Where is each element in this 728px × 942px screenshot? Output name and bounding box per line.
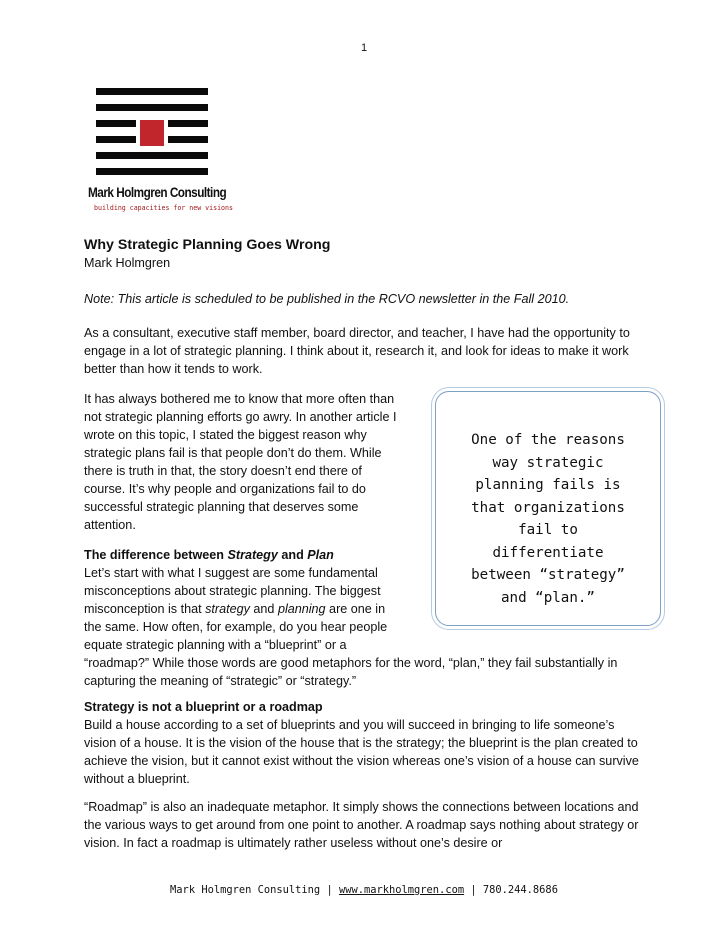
section-strategy-vs-plan-continued: “roadmap?” While those words are good metaphors for the word, “plan,” they fail substantially in capturing the meaning of “strategic” or “strategy.”	[84, 656, 618, 688]
text-line: misconception is that strategy and planning are one in	[84, 602, 386, 616]
logo-bar	[96, 104, 208, 111]
intro-paragraph: As a consultant, executive staff member, board director, and teacher, I have had the opportunity to engage in a lot of strategic planning. I think about it, research it, and look for ideas to make it work better than how it tends to work.	[84, 326, 630, 376]
text-line: Let’s start with what I suggest are some fundamental	[84, 566, 378, 580]
footer-separator: |	[464, 884, 483, 896]
logo-company-name: Mark Holmgren Consulting	[88, 184, 227, 200]
quote-line: that organizations	[471, 499, 625, 516]
quote-line: and “plan.”	[501, 589, 595, 606]
text-line: It has always bothered me to know that more often than	[84, 392, 395, 406]
logo-bar	[96, 120, 136, 127]
logo-bar	[168, 120, 208, 127]
logo-bar	[168, 136, 208, 143]
paragraph-strategic-planning-awry	[84, 390, 429, 534]
company-logo	[88, 88, 233, 218]
text-line: strategic plans fail is that people don’t do them. While	[84, 446, 382, 460]
footer-company: Mark Holmgren Consulting	[170, 884, 321, 896]
article-author: Mark Holmgren	[84, 256, 171, 270]
text-line: there is truth in that, the story doesn’t end there of	[84, 464, 362, 478]
page-footer	[0, 884, 728, 896]
logo-tagline: building capacities for new visions	[94, 204, 233, 212]
footer-separator: |	[320, 884, 339, 896]
quote-line: way strategic	[492, 454, 604, 471]
text-line: misconceptions about strategic planning. The biggest	[84, 584, 381, 598]
paragraph-roadmap: “Roadmap” is also an inadequate metaphor. It simply shows the connections between locations and the various ways to get around from one point to another. A roadmap says nothing about strategy or vision. In fact a roadmap is ultimately rather useless without one’s desire or	[84, 800, 639, 850]
quote-line: between “strategy”	[471, 567, 625, 583]
page-number: 1	[360, 42, 368, 54]
logo-bar	[96, 168, 208, 175]
text-line: the same. How often, for example, do you hear people	[84, 620, 388, 634]
text-line: course. It’s why people and organizations fail to do	[84, 482, 366, 496]
quote-line: One of the reasons	[471, 432, 625, 448]
quote-line: planning fails is	[475, 477, 621, 493]
pull-quote-text	[445, 429, 651, 609]
section-heading: The difference between Strategy and Plan	[84, 548, 334, 562]
text-line: successful strategic planning that deserves some	[84, 500, 359, 514]
text-line: attention.	[84, 518, 136, 532]
section-heading: Strategy is not a blueprint or a roadmap	[84, 700, 323, 714]
pull-quote	[435, 391, 661, 626]
logo-bar	[96, 152, 208, 159]
footer-phone: 780.244.8686	[482, 884, 558, 896]
logo-red-square	[140, 120, 164, 146]
logo-bar	[96, 88, 208, 95]
section-blueprint-roadmap	[84, 698, 650, 788]
quote-line: differentiate	[492, 544, 604, 561]
section-body: Build a house according to a set of blueprints and you will succeed in bringing to life someone’s vision of a house. It is the vision of the house that is the strategy; the blueprint is the plan created to achieve the vision, but it cannot exist without the vision whereas one’s vision of a house can survive without a blueprint.	[84, 718, 639, 786]
section-strategy-vs-plan	[84, 546, 429, 654]
text-line: not strategic planning efforts go awry. In another article I	[84, 410, 397, 424]
article-title: Why Strategic Planning Goes Wrong	[84, 237, 331, 253]
article-header	[84, 236, 650, 272]
footer-website-link[interactable]: www.markholmgren.com	[338, 884, 465, 896]
quote-line: fail to	[518, 522, 578, 538]
publication-note: Note: This article is scheduled to be published in the RCVO newsletter in the Fall 2010.	[84, 292, 570, 306]
logo-bar	[96, 136, 136, 143]
text-line: wrote on this topic, I stated the biggest reason why	[84, 428, 367, 442]
text-line: equate strategic planning with a “blueprint” or a	[84, 638, 347, 652]
